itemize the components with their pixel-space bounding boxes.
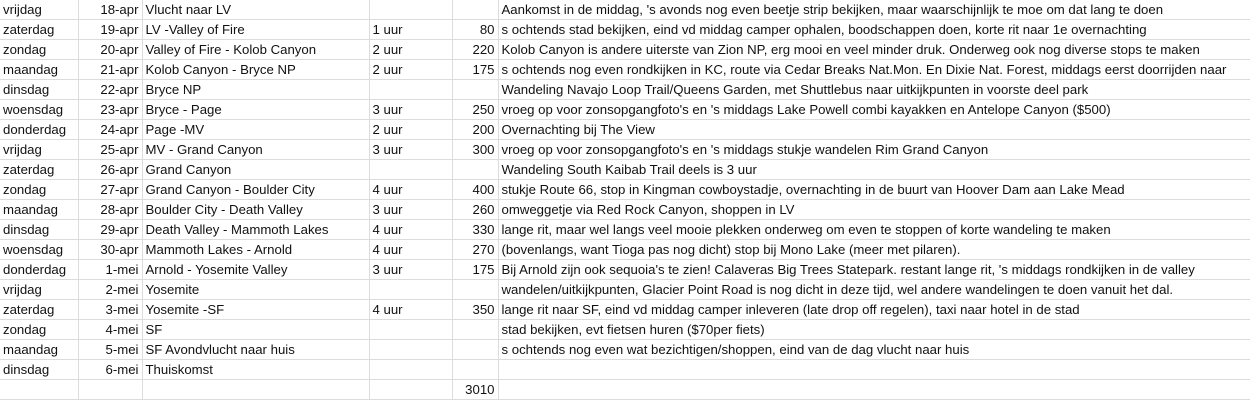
day-cell[interactable]: vrijdag (0, 280, 78, 300)
date-cell[interactable]: 4-mei (78, 320, 142, 340)
day-cell[interactable]: zaterdag (0, 20, 78, 40)
day-cell[interactable]: dinsdag (0, 360, 78, 380)
table-row (0, 200, 1250, 220)
notes-cell[interactable]: Bij Arnold zijn ook sequoia's te zien! Calaveras Big Trees Statepark. restant lange rit, 's middags rondkijken in de valley (498, 260, 1250, 280)
date-cell[interactable]: 25-apr (78, 140, 142, 160)
distance-cell[interactable]: 300 (452, 140, 498, 160)
date-cell[interactable]: 20-apr (78, 40, 142, 60)
date-cell[interactable]: 22-apr (78, 80, 142, 100)
distance-cell[interactable]: 250 (452, 100, 498, 120)
day-cell[interactable]: woensdag (0, 100, 78, 120)
duration-cell[interactable]: 3 uur (369, 260, 452, 280)
route-cell[interactable]: Valley of Fire - Kolob Canyon (142, 40, 369, 60)
distance-cell[interactable] (452, 80, 498, 100)
duration-cell[interactable]: 2 uur (369, 120, 452, 140)
notes-cell[interactable]: lange rit naar SF, eind vd middag camper inleveren (late drop off regelen), taxi naar hotel in de stad (498, 300, 1250, 320)
table-row (0, 220, 1250, 240)
duration-cell[interactable] (369, 320, 452, 340)
route-cell[interactable]: Yosemite -SF (142, 300, 369, 320)
empty-cell[interactable] (0, 380, 78, 400)
notes-cell[interactable]: (bovenlangs, want Tioga pas nog dicht) stop bij Mono Lake (meer met pilaren). (498, 240, 1250, 260)
table-row (0, 20, 1250, 40)
route-cell[interactable]: Thuiskomst (142, 360, 369, 380)
route-cell[interactable]: Death Valley - Mammoth Lakes (142, 220, 369, 240)
date-cell[interactable]: 26-apr (78, 160, 142, 180)
table-row (0, 360, 1250, 380)
route-cell[interactable]: Page -MV (142, 120, 369, 140)
date-cell[interactable]: 29-apr (78, 220, 142, 240)
duration-cell[interactable] (369, 280, 452, 300)
duration-cell[interactable]: 3 uur (369, 200, 452, 220)
notes-cell[interactable]: stad bekijken, evt fietsen huren ($70per fiets) (498, 320, 1250, 340)
table-row (0, 80, 1250, 100)
table-row (0, 180, 1250, 200)
route-cell[interactable]: Kolob Canyon - Bryce NP (142, 60, 369, 80)
distance-cell[interactable] (452, 280, 498, 300)
day-cell[interactable]: zondag (0, 180, 78, 200)
date-cell[interactable]: 6-mei (78, 360, 142, 380)
table-row (0, 100, 1250, 120)
duration-cell[interactable]: 3 uur (369, 140, 452, 160)
table-row (0, 260, 1250, 280)
empty-cell[interactable] (78, 380, 142, 400)
route-cell[interactable]: Grand Canyon (142, 160, 369, 180)
notes-cell[interactable]: vroeg op voor zonsopgangfoto's en 's middags stukje wandelen Rim Grand Canyon (498, 140, 1250, 160)
route-cell[interactable]: Yosemite (142, 280, 369, 300)
table-row (0, 160, 1250, 180)
table-row (0, 320, 1250, 340)
day-cell[interactable]: maandag (0, 200, 78, 220)
date-cell[interactable]: 28-apr (78, 200, 142, 220)
notes-cell[interactable]: Wandeling Navajo Loop Trail/Queens Garden, met Shuttlebus naar uitkijkpunten in voorste deel park (498, 80, 1250, 100)
day-cell[interactable]: donderdag (0, 260, 78, 280)
day-cell[interactable]: vrijdag (0, 0, 78, 20)
notes-cell[interactable]: Kolob Canyon is andere uiterste van Zion NP, erg mooi en veel minder druk. Onderweg ook nog diverse stops te maken (498, 40, 1250, 60)
day-cell[interactable]: zondag (0, 320, 78, 340)
date-cell[interactable]: 27-apr (78, 180, 142, 200)
day-cell[interactable]: maandag (0, 60, 78, 80)
date-cell[interactable]: 23-apr (78, 100, 142, 120)
duration-cell[interactable]: 4 uur (369, 180, 452, 200)
table-row (0, 140, 1250, 160)
route-cell[interactable]: Bryce - Page (142, 100, 369, 120)
notes-cell[interactable]: s ochtends stad bekijken, eind vd middag camper ophalen, boodschappen doen, korte rit naar 1e overnachting (498, 20, 1250, 40)
duration-cell[interactable]: 2 uur (369, 40, 452, 60)
table-row (0, 120, 1250, 140)
duration-cell[interactable] (369, 360, 452, 380)
route-cell[interactable]: MV - Grand Canyon (142, 140, 369, 160)
duration-cell[interactable]: 2 uur (369, 60, 452, 80)
notes-cell[interactable]: vroeg op voor zonsopgangfoto's en 's middags Lake Powell combi kayakken en Antelope Canyon ($500) (498, 100, 1250, 120)
day-cell[interactable]: zaterdag (0, 160, 78, 180)
day-cell[interactable]: dinsdag (0, 220, 78, 240)
notes-cell[interactable]: Wandeling South Kaibab Trail deels is 3 uur (498, 160, 1250, 180)
duration-cell[interactable] (369, 160, 452, 180)
duration-cell[interactable]: 4 uur (369, 240, 452, 260)
distance-cell[interactable] (452, 0, 498, 20)
route-cell[interactable]: LV -Valley of Fire (142, 20, 369, 40)
duration-cell[interactable]: 4 uur (369, 300, 452, 320)
notes-cell[interactable]: stukje Route 66, stop in Kingman cowboystadje, overnachting in de buurt van Hoover Dam aan Lake Mead (498, 180, 1250, 200)
distance-cell[interactable] (452, 160, 498, 180)
route-cell[interactable]: Arnold - Yosemite Valley (142, 260, 369, 280)
day-cell[interactable]: dinsdag (0, 80, 78, 100)
route-cell[interactable]: Grand Canyon - Boulder City (142, 180, 369, 200)
table-row (0, 280, 1250, 300)
table-row (0, 240, 1250, 260)
notes-cell[interactable]: Aankomst in de middag, 's avonds nog even beetje strip bekijken, maar waarschijnlijk te moe om dat lang te doen (498, 0, 1250, 20)
day-cell[interactable]: zondag (0, 40, 78, 60)
date-cell[interactable]: 5-mei (78, 340, 142, 360)
distance-cell[interactable] (452, 320, 498, 340)
table-row (0, 340, 1250, 360)
day-cell[interactable]: woensdag (0, 240, 78, 260)
date-cell[interactable]: 21-apr (78, 60, 142, 80)
date-cell[interactable]: 19-apr (78, 20, 142, 40)
distance-cell[interactable]: 350 (452, 300, 498, 320)
distance-cell[interactable]: 80 (452, 20, 498, 40)
notes-cell[interactable]: s ochtends nog even wat bezichtigen/shoppen, eind van de dag vlucht naar huis (498, 340, 1250, 360)
notes-cell[interactable]: Overnachting bij The View (498, 120, 1250, 140)
table-row (0, 0, 1250, 20)
duration-cell[interactable] (369, 80, 452, 100)
route-cell[interactable]: Vlucht naar LV (142, 0, 369, 20)
total-distance-cell[interactable]: 3010 (452, 380, 498, 400)
distance-cell[interactable]: 330 (452, 220, 498, 240)
notes-cell[interactable] (498, 360, 1250, 380)
distance-cell[interactable] (452, 360, 498, 380)
notes-cell[interactable]: s ochtends nog even rondkijken in KC, route via Cedar Breaks Nat.Mon. En Dixie Nat. Forest, middags eerst doorrijden naar (498, 60, 1250, 80)
date-cell[interactable]: 18-apr (78, 0, 142, 20)
duration-cell[interactable] (369, 0, 452, 20)
date-cell[interactable]: 30-apr (78, 240, 142, 260)
notes-cell[interactable]: wandelen/uitkijkpunten, Glacier Point Road is nog dicht in deze tijd, wel andere wandelingen te doen vanuit het dal. (498, 280, 1250, 300)
distance-cell[interactable]: 270 (452, 240, 498, 260)
empty-cell[interactable] (498, 380, 1250, 400)
day-cell[interactable]: zaterdag (0, 300, 78, 320)
empty-cell[interactable] (142, 380, 369, 400)
duration-cell[interactable]: 1 uur (369, 20, 452, 40)
distance-cell[interactable]: 200 (452, 120, 498, 140)
notes-cell[interactable]: lange rit, maar wel langs veel mooie plekken onderweg om even te stoppen of korte wandeling te maken (498, 220, 1250, 240)
distance-cell[interactable] (452, 340, 498, 360)
duration-cell[interactable]: 4 uur (369, 220, 452, 240)
route-cell[interactable]: SF (142, 320, 369, 340)
distance-cell[interactable]: 400 (452, 180, 498, 200)
day-cell[interactable]: donderdag (0, 120, 78, 140)
total-row (0, 380, 1250, 400)
route-cell[interactable]: Bryce NP (142, 80, 369, 100)
empty-cell[interactable] (369, 380, 452, 400)
route-cell[interactable]: Boulder City - Death Valley (142, 200, 369, 220)
notes-cell[interactable]: omweggetje via Red Rock Canyon, shoppen in LV (498, 200, 1250, 220)
date-cell[interactable]: 24-apr (78, 120, 142, 140)
duration-cell[interactable] (369, 340, 452, 360)
distance-cell[interactable]: 175 (452, 60, 498, 80)
day-cell[interactable]: maandag (0, 340, 78, 360)
table-row (0, 300, 1250, 320)
date-cell[interactable]: 3-mei (78, 300, 142, 320)
distance-cell[interactable]: 175 (452, 260, 498, 280)
distance-cell[interactable]: 260 (452, 200, 498, 220)
route-cell[interactable]: SF Avondvlucht naar huis (142, 340, 369, 360)
date-cell[interactable]: 1-mei (78, 260, 142, 280)
table-row (0, 40, 1250, 60)
table-row (0, 60, 1250, 80)
date-cell[interactable]: 2-mei (78, 280, 142, 300)
route-cell[interactable]: Mammoth Lakes - Arnold (142, 240, 369, 260)
duration-cell[interactable]: 3 uur (369, 100, 452, 120)
day-cell[interactable]: vrijdag (0, 140, 78, 160)
distance-cell[interactable]: 220 (452, 40, 498, 60)
